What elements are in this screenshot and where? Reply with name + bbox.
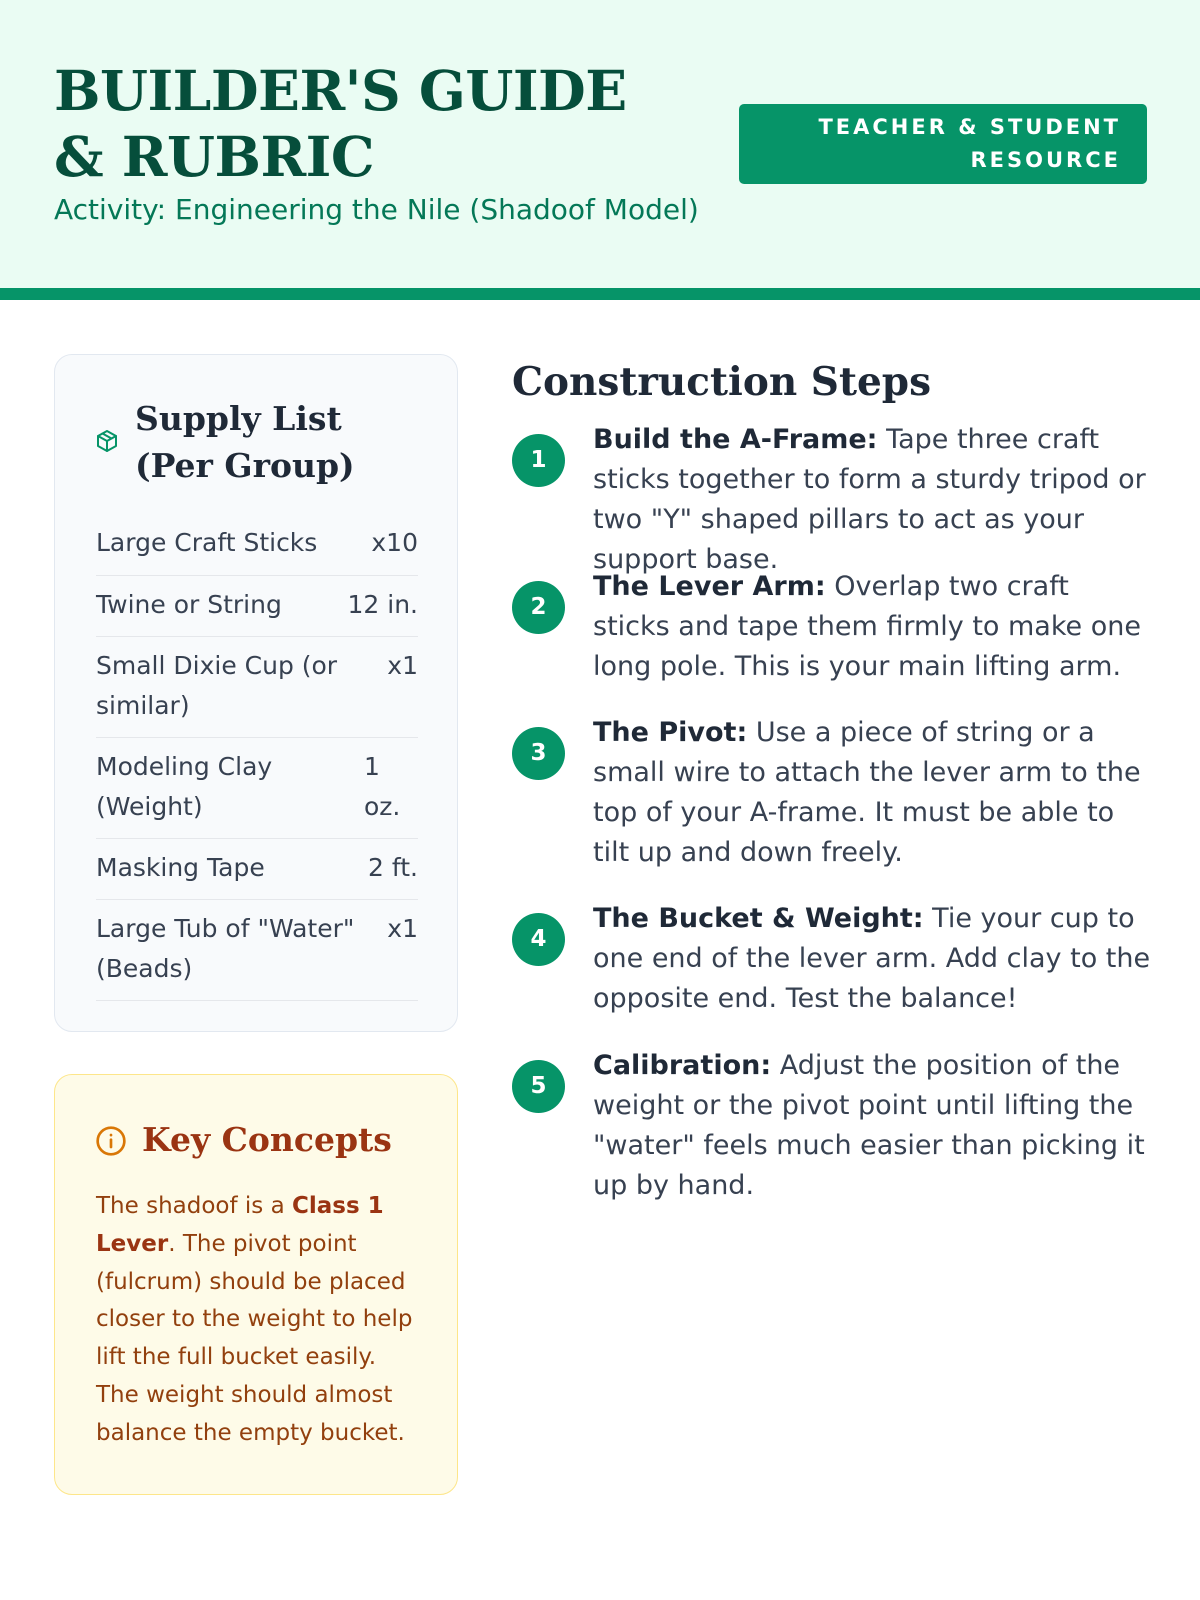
- supply-item: [96, 900, 418, 1001]
- supply-list-title: Supply List (Per Group): [135, 399, 355, 485]
- supply-item: [96, 839, 418, 900]
- supply-item-name: Large Tub of "Water" (Beads): [96, 914, 355, 983]
- package-icon: [95, 429, 119, 453]
- supply-item-quantity: x1: [387, 914, 418, 943]
- step-number: 3: [512, 727, 565, 780]
- supply-item-quantity: x1: [387, 651, 418, 680]
- key-concepts-title: Key Concepts: [142, 1120, 392, 1159]
- supply-list: [96, 514, 418, 1001]
- supply-item-name: Modeling Clay (Weight): [96, 752, 273, 821]
- construction-steps-title: Construction Steps: [512, 359, 932, 405]
- resource-badge: TEACHER & STUDENT RESOURCE: [739, 104, 1147, 184]
- info-icon: [95, 1125, 127, 1157]
- supply-item-name: Twine or String: [96, 590, 282, 619]
- step-number: 5: [512, 1060, 565, 1113]
- supply-item-quantity: 1 oz.: [364, 752, 401, 821]
- supply-item: [96, 637, 418, 738]
- supply-item: [96, 738, 418, 839]
- step-text: [593, 1046, 1151, 1206]
- key-concepts-card: [54, 1074, 458, 1495]
- step-number: 4: [512, 913, 565, 966]
- step-label: Calibration:: [593, 1050, 772, 1081]
- step-text: [593, 713, 1151, 873]
- supply-item-quantity: x10: [371, 528, 418, 557]
- page-header: [0, 0, 1200, 300]
- step-label: The Lever Arm:: [593, 571, 826, 602]
- step-description: Tape three craft sticks together to form a sturdy tripod or two "Y" shaped pillars to act as your support base.: [593, 424, 1146, 575]
- activity-subtitle: Activity: Engineering the Nile (Shadoof Model): [54, 193, 699, 226]
- step-description: Overlap two craft sticks and tape them firmly to make one long pole. This is your main lifting arm.: [593, 571, 1141, 682]
- page-title: BUILDER'S GUIDE & RUBRIC: [54, 58, 627, 189]
- supply-list-card: [54, 354, 458, 1032]
- concepts-text-part: The shadoof is a: [96, 1193, 292, 1219]
- step-label: The Bucket & Weight:: [593, 903, 924, 934]
- step-description: Tie your cup to one end of the lever arm. Add clay to the opposite end. Test the balance!: [593, 903, 1151, 1014]
- supply-item-name: Large Craft Sticks: [96, 528, 318, 557]
- step-number: 2: [512, 581, 565, 634]
- step-description: Use a piece of string or a small wire to attach the lever arm to the top of your A-frame. It must be able to tilt up and down freely.: [593, 717, 1141, 868]
- supply-item-name: Small Dixie Cup (or similar): [96, 651, 338, 720]
- supply-item-quantity: 12 in.: [347, 590, 418, 619]
- step-text: [593, 567, 1151, 687]
- step-description: Adjust the position of the weight or the pivot point until lifting the "water" feels much easier than picking it up by hand.: [593, 1050, 1145, 1201]
- step-text: [593, 899, 1151, 1019]
- step-text: [593, 420, 1151, 580]
- supply-item-name: Masking Tape: [96, 853, 265, 882]
- step-label: Build the A-Frame:: [593, 424, 878, 455]
- step-number: 1: [512, 434, 565, 487]
- key-concepts-text: [96, 1188, 426, 1453]
- concepts-emphasis: Class 1 Lever: [96, 1193, 384, 1257]
- supply-item-quantity: 2 ft.: [368, 853, 418, 882]
- step-label: The Pivot:: [593, 717, 748, 748]
- supply-item: [96, 514, 418, 576]
- supply-item: [96, 576, 418, 637]
- concepts-text-part: . The pivot point (fulcrum) should be placed closer to the weight to help lift the full bucket easily. The weight should almost balance the empty bucket.: [96, 1230, 413, 1446]
